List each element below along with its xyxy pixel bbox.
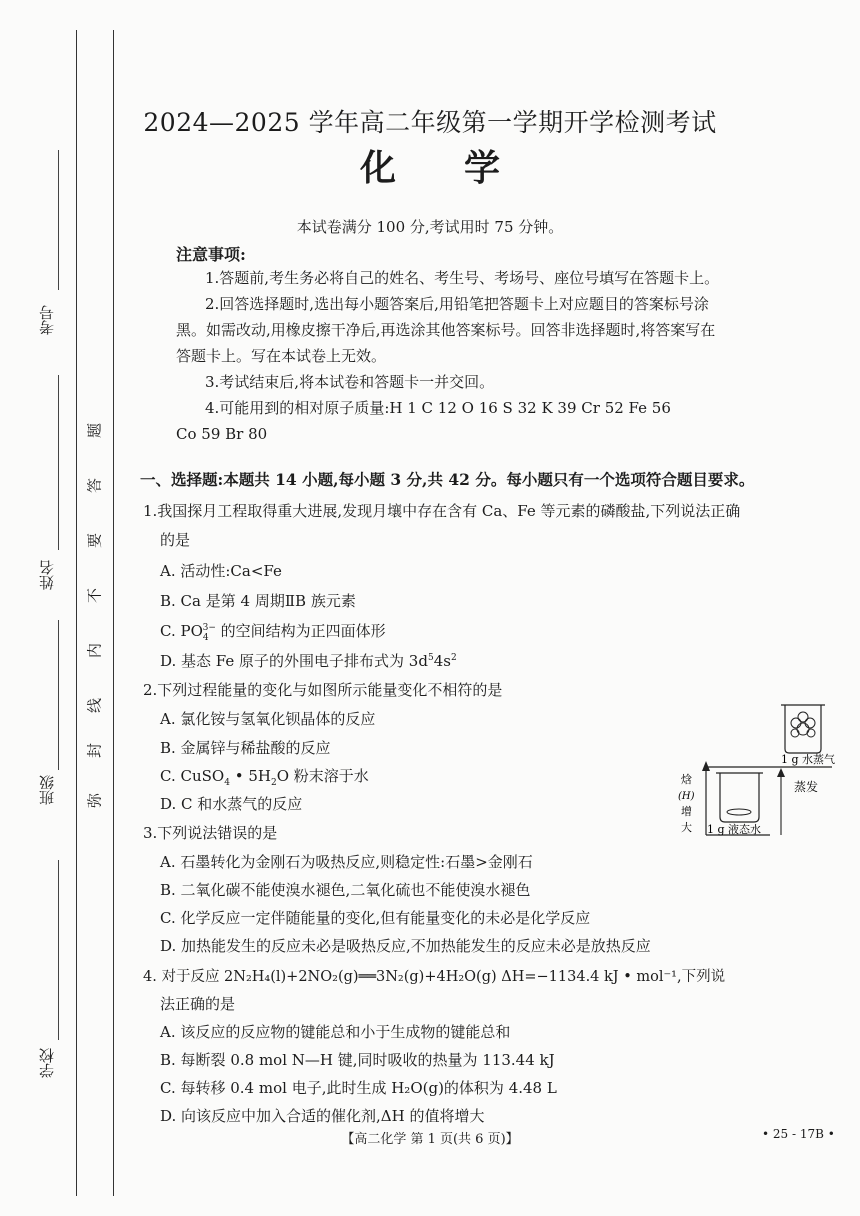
q3-option-c[interactable]: C. 化学反应一定伴随能量的变化,但有能量变化的未必是化学反应 (160, 909, 591, 927)
q1-d-mid: 4s (433, 652, 451, 670)
liquid-label: 1 g 液态水 (707, 823, 762, 836)
notice-line: 答题卡上。写在本试卷上无效。 (176, 347, 387, 365)
xingming-field (40, 560, 70, 600)
q4-option-d[interactable]: D. 向该反应中加入合适的催化剂,ΔH 的值将增大 (160, 1107, 485, 1125)
q1-stem: 1.我国探月工程取得重大进展,发现月壤中存在含有 Ca、Fe 等元素的磷酸盐,下列说法正确 (143, 502, 741, 520)
q1-d-sup1: 5 (427, 653, 434, 663)
xuexiao-line[interactable] (58, 860, 59, 1040)
q4-stem-cont: 法正确的是 (160, 995, 236, 1013)
section-heading: 一、选择题:本题共 14 小题,每小题 3 分,共 42 分。每小题只有一个选项符合题目要求。 (140, 470, 755, 489)
axis-label-2: (H) (678, 791, 695, 802)
axis-label-1: 焓 (681, 773, 692, 786)
banji-label: 班级 (38, 775, 56, 805)
notice-line: 1.答题前,考生务必将自己的姓名、考生号、考场号、座位号填写在答题卡上。 (205, 269, 720, 287)
margin-line-inner (113, 30, 114, 1196)
seal-char: 答 (85, 478, 104, 494)
evap-label: 蒸发 (794, 780, 819, 794)
q2-c-end: O 粉末溶于水 (276, 767, 369, 785)
margin-line-outer (76, 30, 77, 1196)
seal-char: 封 (85, 743, 104, 759)
q3-stem: 3.下列说法错误的是 (143, 824, 278, 842)
seal-char: 弥 (85, 793, 104, 809)
xingming-line[interactable] (58, 375, 59, 550)
q2-c-post: • 5H (229, 767, 271, 785)
energy-diagram (672, 695, 842, 845)
q1-option-a[interactable]: A. 活动性:Ca<Fe (160, 562, 282, 580)
subject-title: 化学 (359, 147, 568, 189)
q4-stem: 4. 对于反应 2N₂H₄(l)+2NO₂(g)══3N₂(g)+4H₂O(g) ΔH=−1134.4 kJ • mol⁻¹,下列说 (143, 969, 726, 985)
q2-c-sub: 4 (224, 778, 230, 788)
notice-line: 4.可能用到的相对原子质量:H 1 C 12 O 16 S 32 K 39 Cr 52 Fe 56 (205, 399, 671, 417)
q3-option-b[interactable]: B. 二氧化碳不能使溴水褪色,二氧化硫也不能使溴水褪色 (160, 881, 531, 899)
q4-option-a[interactable]: A. 该反应的反应物的键能总和小于生成物的键能总和 (160, 1023, 511, 1041)
q1-d-sup2: 2 (450, 653, 457, 663)
q3-option-d[interactable]: D. 加热能发生的反应未必是吸热反应,不加热能发生的反应未必是放热反应 (160, 937, 651, 955)
q1-option-c[interactable] (160, 620, 386, 643)
q2-option-d[interactable]: D. C 和水蒸气的反应 (160, 795, 303, 813)
q1-option-b[interactable]: B. Ca 是第 4 周期ⅡB 族元素 (160, 592, 356, 610)
seal-char: 内 (85, 643, 104, 659)
q3-option-a[interactable]: A. 石墨转化为金刚石为吸热反应,则稳定性:石墨>金刚石 (160, 853, 533, 871)
notice-line: Co 59 Br 80 (176, 425, 268, 443)
q2-option-c[interactable] (160, 765, 369, 788)
xuexiao-label: 学校 (38, 1048, 56, 1078)
q1-d-pre: D. 基态 Fe 原子的外围电子排布式为 3d (160, 652, 428, 670)
banji-line[interactable] (58, 620, 59, 770)
axis-label-3: 增 (681, 805, 692, 818)
page-footer: 【高二化学 第 1 页(共 6 页)】 (341, 1132, 519, 1147)
q1-c-sup: 3− (202, 623, 216, 633)
q2-option-b[interactable]: B. 金属锌与稀盐酸的反应 (160, 739, 331, 757)
xingming-label: 姓名 (38, 560, 56, 590)
kaohao-field (40, 305, 70, 345)
paper-code: • 25 - 17B • (762, 1127, 835, 1141)
full-score-note: 本试卷满分 100 分,考试用时 75 分钟。 (296, 218, 564, 236)
q1-c-pre: C. PO (160, 622, 203, 640)
vapor-label: 1 g 水蒸气 (781, 753, 836, 766)
q2-c-sub2: 2 (270, 778, 277, 788)
vapor-cloud-icon (791, 712, 815, 737)
q1-option-d[interactable] (160, 650, 457, 671)
q4-option-c[interactable]: C. 每转移 0.4 mol 电子,此时生成 H₂O(g)的体积为 4.48 L (160, 1079, 557, 1097)
q2-stem: 2.下列过程能量的变化与如图所示能量变化不相符的是 (143, 681, 503, 699)
notice-line: 3.考试结束后,将本试卷和答题卡一并交回。 (205, 373, 495, 391)
notice-title: 注意事项: (176, 245, 246, 264)
notice-line: 黑。如需改动,用橡皮擦干净后,再选涂其他答案标号。回答非选择题时,将答案写在 (176, 321, 716, 339)
xuexiao-field (40, 1048, 70, 1088)
axis-arrow-icon (702, 761, 710, 771)
exam-title: 2024—2025 学年高二年级第一学期开学检测考试 (143, 108, 717, 137)
q1-stem-cont: 的是 (160, 531, 191, 549)
q2-option-a[interactable]: A. 氯化铵与氢氧化钡晶体的反应 (160, 710, 376, 728)
seal-char: 线 (85, 698, 104, 714)
notice-line: 2.回答选择题时,选出每小题答案后,用铅笔把答题卡上对应题目的答案标号涂 (205, 295, 709, 313)
banji-field (40, 775, 70, 815)
evap-arrow-head-icon (777, 768, 785, 777)
seal-char: 不 (85, 588, 104, 604)
kaohao-label: 考号 (38, 305, 56, 335)
water-surface-icon (727, 809, 751, 815)
q4-option-b[interactable]: B. 每断裂 0.8 mol N—H 键,同时吸收的热量为 113.44 kJ (160, 1051, 555, 1069)
axis-label-4: 大 (681, 821, 692, 834)
seal-char: 要 (85, 533, 104, 549)
q2-c-pre: C. CuSO (160, 767, 225, 785)
seal-char: 题 (85, 423, 104, 439)
q1-c-post: 的空间结构为正四面体形 (215, 622, 386, 640)
q1-c-sub: 4 (202, 633, 209, 643)
